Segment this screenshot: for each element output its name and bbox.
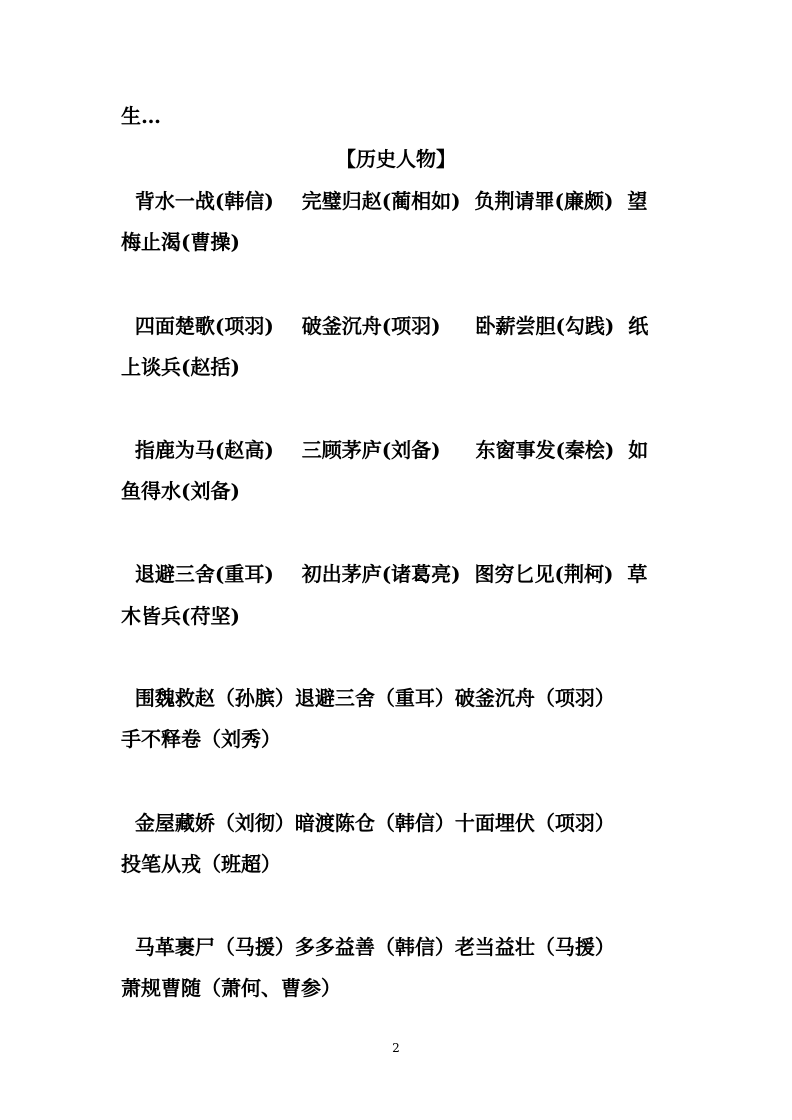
- continued-text: 生…: [121, 104, 161, 128]
- entry-line: 萧规曹随（萧何、曹参）: [121, 976, 341, 1000]
- entry-line: 指鹿为马(赵高) 三顾茅庐(刘备) 东窗事发(秦桧) 如: [121, 438, 649, 462]
- page-number: 2: [392, 1041, 400, 1055]
- entry-line: 金屋藏娇（刘彻）暗渡陈仓（韩信）十面埋伏（项羽）: [121, 811, 615, 835]
- entry-line: 木皆兵(苻坚): [121, 604, 240, 628]
- entry-line: 退避三舍(重耳) 初出茅庐(诸葛亮) 图穷匕见(荆柯) 草: [121, 562, 648, 586]
- entry-line: 背水一战(韩信) 完璧归赵(蔺相如) 负荆请罪(廉颇) 望: [121, 189, 648, 213]
- entry-line: 鱼得水(刘备): [121, 479, 240, 503]
- entry-line: 马革裹尸（马援）多多益善（韩信）老当益壮（马援）: [121, 935, 615, 959]
- entry-line: 围魏救赵（孙膑）退避三舍（重耳）破釜沉舟（项羽）: [121, 686, 615, 710]
- entry-line: 四面楚歌(项羽) 破釜沉舟(项羽) 卧薪尝胆(勾践) 纸: [121, 314, 649, 338]
- entry-line: 梅止渴(曹操): [121, 230, 240, 254]
- section-title: 【历史人物】: [336, 147, 456, 171]
- entry-line: 投笔从戎（班超）: [121, 852, 281, 876]
- entry-line: 手不释卷（刘秀）: [121, 727, 281, 751]
- entry-line: 上谈兵(赵括): [121, 355, 240, 379]
